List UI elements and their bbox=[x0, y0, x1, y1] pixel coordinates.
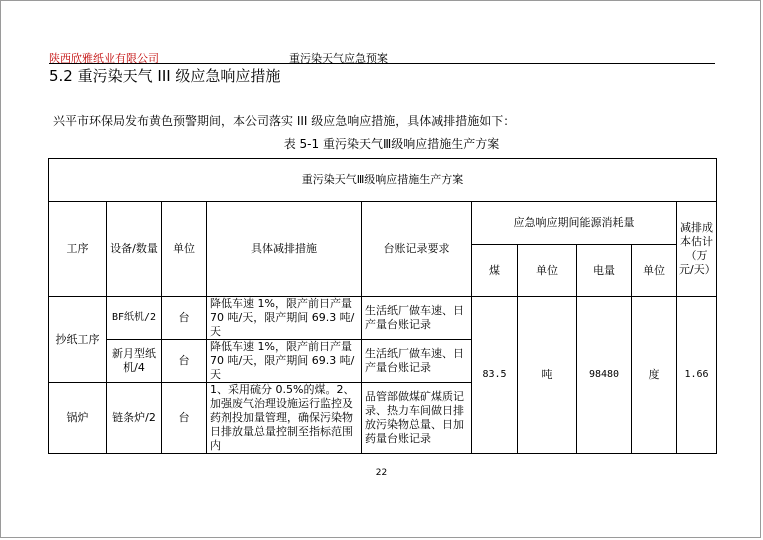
cell-cost: 1.66 bbox=[677, 297, 717, 454]
header-coal: 煤 bbox=[472, 245, 518, 297]
header-rule bbox=[49, 63, 715, 64]
cell-equipment: 新月型纸机/4 bbox=[107, 340, 162, 383]
cell-measures: 降低车速 1%，限产前日产量 70 吨/天，限产期间 69.3 吨/天 bbox=[207, 340, 362, 383]
table-caption: 表 5-1 重污染天气Ⅲ级响应措施生产方案 bbox=[283, 137, 500, 151]
header-company: 陕西欣雅纸业有限公司 bbox=[49, 52, 159, 65]
cell-equipment: 链条炉/2 bbox=[107, 383, 162, 454]
header-energy-group: 应急响应期间能源消耗量 bbox=[472, 202, 677, 245]
intro-paragraph: 兴平市环保局发布黄色预警期间，本公司落实 III 级应急响应措施，具体减排措施如下： bbox=[53, 114, 516, 128]
cell-coal-unit: 吨 bbox=[518, 297, 577, 454]
cell-records: 生活纸厂做车速、日产量台账记录 bbox=[362, 340, 472, 383]
cell-measures: 降低车速 1%，限产前日产量 70 吨/天，限产期间 69.3 吨/天 bbox=[207, 297, 362, 340]
cell-equipment: BF纸机/2 bbox=[107, 297, 162, 340]
cell-unit: 台 bbox=[162, 297, 207, 340]
cell-records: 生活纸厂做车速、日产量台账记录 bbox=[362, 297, 472, 340]
table-title: 重污染天气Ⅲ级响应措施生产方案 bbox=[49, 159, 717, 202]
header-unit: 单位 bbox=[162, 202, 207, 297]
header-equipment: 设备/数量 bbox=[107, 202, 162, 297]
header-elec-unit: 单位 bbox=[632, 245, 677, 297]
header-records: 台账记录要求 bbox=[362, 202, 472, 297]
header-coal-unit: 单位 bbox=[518, 245, 577, 297]
cell-elec-unit: 度 bbox=[632, 297, 677, 454]
section-title: 5.2 重污染天气 III 级应急响应措施 bbox=[49, 67, 281, 85]
header-electricity: 电量 bbox=[577, 245, 632, 297]
header-process: 工序 bbox=[49, 202, 107, 297]
cell-unit: 台 bbox=[162, 383, 207, 454]
header-cost: 减排成本估计（万元/天） bbox=[677, 202, 717, 297]
page-number: 22 bbox=[375, 468, 388, 478]
cell-process: 抄纸工序 bbox=[49, 297, 107, 383]
cell-coal: 83.5 bbox=[472, 297, 518, 454]
cell-unit: 台 bbox=[162, 340, 207, 383]
header-measures: 具体减排措施 bbox=[207, 202, 362, 297]
response-plan-table bbox=[48, 158, 717, 454]
header-document-title: 重污染天气应急预案 bbox=[289, 52, 388, 65]
cell-records: 品管部做煤矿煤质记录、热力车间做日排放污染物总量、日加药量台账记录 bbox=[362, 383, 472, 454]
cell-measures: 1、采用硫分 0.5%的煤。2、加强废气治理设施运行监控及药剂投加量管理，确保污染物日排放量总量控制至指标范围内 bbox=[207, 383, 362, 454]
cell-electricity: 98480 bbox=[577, 297, 632, 454]
cell-process: 锅炉 bbox=[49, 383, 107, 454]
